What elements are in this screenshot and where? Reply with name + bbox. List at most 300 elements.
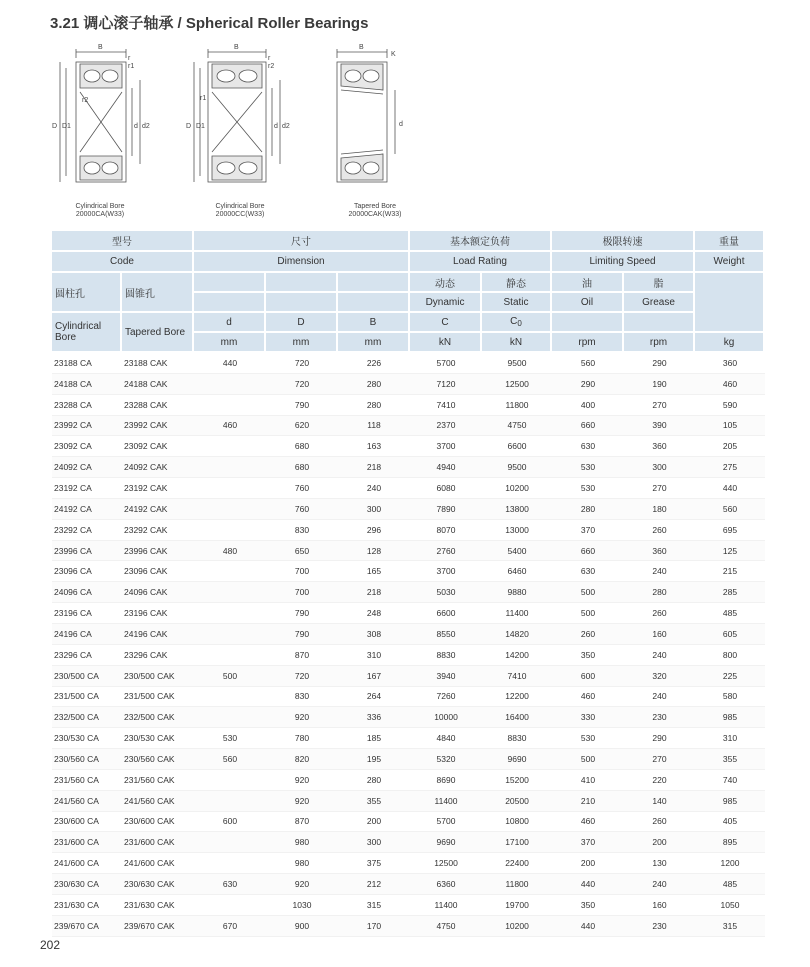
cell-C0: 13800 — [482, 499, 552, 520]
cell-C: 6080 — [410, 478, 482, 499]
cell-oil: 330 — [552, 707, 624, 728]
header-weight-en: Weight — [695, 252, 765, 273]
diagram-1-label-r1: r1 — [128, 63, 135, 70]
table-row — [52, 707, 765, 728]
cell-C0: 9690 — [482, 749, 552, 770]
cell-B: 218 — [338, 457, 410, 478]
cell-weight: 605 — [695, 624, 765, 645]
header-unit-oil: rpm — [552, 333, 624, 353]
cell-tapered-code: 24092 CAK — [122, 457, 194, 478]
diagram-3-caption — [315, 203, 435, 219]
cell-C: 5700 — [410, 353, 482, 374]
cell-D: 790 — [266, 603, 338, 624]
cell-grease: 360 — [624, 541, 695, 562]
cell-B: 200 — [338, 812, 410, 833]
cell-tapered-code: 231/500 CAK — [122, 687, 194, 708]
cell-d — [194, 770, 266, 791]
cell-oil: 350 — [552, 895, 624, 916]
cell-d: 630 — [194, 874, 266, 895]
diagram-cylindrical-cc — [180, 40, 300, 230]
cell-C: 7260 — [410, 687, 482, 708]
bearing-section-drawing-1 — [40, 40, 160, 205]
cell-C: 7120 — [410, 374, 482, 395]
cell-C0: 14200 — [482, 645, 552, 666]
cell-d — [194, 520, 266, 541]
header-load-cn: 基本额定负荷 — [410, 231, 552, 252]
cell-C: 2370 — [410, 416, 482, 437]
cell-cylindrical-code: 24192 CA — [52, 499, 122, 520]
header-grease-cn: 脂 — [624, 273, 695, 293]
cell-tapered-code: 231/630 CAK — [122, 895, 194, 916]
cell-d — [194, 436, 266, 457]
cell-C0: 9500 — [482, 353, 552, 374]
cell-C: 7410 — [410, 395, 482, 416]
cell-C: 3940 — [410, 666, 482, 687]
header-blank-d — [194, 273, 266, 293]
cell-oil: 440 — [552, 916, 624, 937]
cell-cylindrical-code: 230/530 CA — [52, 728, 122, 749]
cell-D: 870 — [266, 812, 338, 833]
cell-cylindrical-code: 23096 CA — [52, 561, 122, 582]
cell-D: 980 — [266, 853, 338, 874]
diagram-3-label-K: K — [391, 51, 396, 58]
cell-tapered-code: 230/500 CAK — [122, 666, 194, 687]
cell-B: 355 — [338, 791, 410, 812]
diagram-2-label-r2: r2 — [268, 63, 275, 70]
diagram-1-caption-line1: Cylindrical Bore — [75, 203, 125, 210]
cell-oil: 400 — [552, 395, 624, 416]
cell-C0: 12500 — [482, 374, 552, 395]
cell-C: 8690 — [410, 770, 482, 791]
diagram-2-label-B: B — [234, 44, 239, 51]
table-row — [52, 478, 765, 499]
cell-D: 790 — [266, 395, 338, 416]
cell-weight: 485 — [695, 874, 765, 895]
cell-weight: 105 — [695, 416, 765, 437]
header-oil-en: Oil — [552, 293, 624, 313]
diagram-1-label-D1: D1 — [62, 123, 71, 130]
table-body — [52, 353, 765, 937]
cell-cylindrical-code: 23296 CA — [52, 645, 122, 666]
cell-oil: 370 — [552, 832, 624, 853]
cell-cylindrical-code: 231/560 CA — [52, 770, 122, 791]
cell-C: 12500 — [410, 853, 482, 874]
cell-oil: 460 — [552, 812, 624, 833]
cell-B: 300 — [338, 832, 410, 853]
table-row — [52, 561, 765, 582]
cell-grease: 320 — [624, 666, 695, 687]
cell-cylindrical-code: 232/500 CA — [52, 707, 122, 728]
diagram-3-label-B: B — [359, 44, 364, 51]
cell-tapered-code: 231/560 CAK — [122, 770, 194, 791]
cell-tapered-code: 241/600 CAK — [122, 853, 194, 874]
cell-B: 264 — [338, 687, 410, 708]
cell-C: 11400 — [410, 895, 482, 916]
header-oil-cn: 油 — [552, 273, 624, 293]
cell-C: 7890 — [410, 499, 482, 520]
cell-oil: 280 — [552, 499, 624, 520]
table-row — [52, 416, 765, 437]
cell-weight: 580 — [695, 687, 765, 708]
cell-d — [194, 791, 266, 812]
cell-grease: 270 — [624, 749, 695, 770]
cell-C: 8830 — [410, 645, 482, 666]
cell-oil: 350 — [552, 645, 624, 666]
cell-grease: 300 — [624, 457, 695, 478]
cell-C: 3700 — [410, 561, 482, 582]
diagram-2-label-r1: r1 — [200, 95, 207, 102]
cell-C: 4940 — [410, 457, 482, 478]
cell-D: 700 — [266, 582, 338, 603]
diagram-2-caption-line1: Cylindrical Bore — [215, 203, 265, 210]
cell-C: 9690 — [410, 832, 482, 853]
cell-oil: 630 — [552, 436, 624, 457]
cell-grease: 130 — [624, 853, 695, 874]
cell-d — [194, 561, 266, 582]
cell-grease: 260 — [624, 603, 695, 624]
header-load-en: Load Rating — [410, 252, 552, 273]
cell-cylindrical-code: 231/500 CA — [52, 687, 122, 708]
diagram-1-label-r: r — [128, 55, 131, 62]
header-weight-cn: 重量 — [695, 231, 765, 252]
cell-cylindrical-code: 230/600 CA — [52, 812, 122, 833]
cell-tapered-code: 23292 CAK — [122, 520, 194, 541]
cell-oil: 500 — [552, 582, 624, 603]
cell-tapered-code: 23188 CAK — [122, 353, 194, 374]
cell-D: 920 — [266, 791, 338, 812]
cell-tapered-code: 23992 CAK — [122, 416, 194, 437]
bearing-section-drawing-3 — [315, 40, 435, 205]
header-code-cn: 型号 — [52, 231, 194, 252]
cell-D: 920 — [266, 874, 338, 895]
cell-B: 185 — [338, 728, 410, 749]
cell-C: 6360 — [410, 874, 482, 895]
header-static-cn: 静态 — [482, 273, 552, 293]
cell-d: 480 — [194, 541, 266, 562]
cell-weight: 355 — [695, 749, 765, 770]
table-row — [52, 353, 765, 374]
cell-D: 650 — [266, 541, 338, 562]
cell-grease: 240 — [624, 645, 695, 666]
diagram-2-caption — [180, 203, 300, 219]
table-row — [52, 499, 765, 520]
cell-C0: 10800 — [482, 812, 552, 833]
cell-weight: 800 — [695, 645, 765, 666]
cell-B: 118 — [338, 416, 410, 437]
diagram-3-caption-line1: Tapered Bore — [353, 203, 397, 210]
cell-d — [194, 499, 266, 520]
cell-B: 248 — [338, 603, 410, 624]
cell-d — [194, 457, 266, 478]
cell-tapered-code: 23288 CAK — [122, 395, 194, 416]
header-blank-D2 — [266, 293, 338, 313]
cell-C: 2760 — [410, 541, 482, 562]
cell-cylindrical-code: 23092 CA — [52, 436, 122, 457]
header-blank-d2 — [194, 293, 266, 313]
cell-weight: 215 — [695, 561, 765, 582]
cell-C0: 10200 — [482, 478, 552, 499]
cell-tapered-code: 23196 CAK — [122, 603, 194, 624]
cell-grease: 390 — [624, 416, 695, 437]
cell-D: 680 — [266, 457, 338, 478]
table-row — [52, 832, 765, 853]
cell-D: 920 — [266, 770, 338, 791]
cell-grease: 160 — [624, 895, 695, 916]
table-header — [52, 231, 765, 353]
diagram-tapered-cak — [315, 40, 435, 230]
cell-weight: 440 — [695, 478, 765, 499]
header-symbol-C: C — [410, 313, 482, 333]
cell-C0: 9880 — [482, 582, 552, 603]
table-row — [52, 770, 765, 791]
cell-C0: 15200 — [482, 770, 552, 791]
cell-cylindrical-code: 23196 CA — [52, 603, 122, 624]
cell-cylindrical-code: 23992 CA — [52, 416, 122, 437]
header-unit-weight: kg — [695, 333, 765, 353]
cell-oil: 410 — [552, 770, 624, 791]
cell-D: 720 — [266, 666, 338, 687]
cell-D: 620 — [266, 416, 338, 437]
cell-C0: 6460 — [482, 561, 552, 582]
cell-oil: 630 — [552, 561, 624, 582]
cell-oil: 500 — [552, 749, 624, 770]
cell-d: 530 — [194, 728, 266, 749]
cell-cylindrical-code: 23996 CA — [52, 541, 122, 562]
cell-B: 226 — [338, 353, 410, 374]
cell-weight: 740 — [695, 770, 765, 791]
cell-cylindrical-code: 239/670 CA — [52, 916, 122, 937]
cell-cylindrical-code: 241/560 CA — [52, 791, 122, 812]
cell-grease: 240 — [624, 561, 695, 582]
cell-D: 830 — [266, 687, 338, 708]
header-symbol-C0 — [482, 313, 552, 333]
cell-grease: 180 — [624, 499, 695, 520]
cell-C: 3700 — [410, 436, 482, 457]
cell-C0: 11400 — [482, 603, 552, 624]
cell-grease: 270 — [624, 395, 695, 416]
cell-weight: 1050 — [695, 895, 765, 916]
cell-tapered-code: 24192 CAK — [122, 499, 194, 520]
cell-weight: 590 — [695, 395, 765, 416]
header-dynamic-en: Dynamic — [410, 293, 482, 313]
cell-B: 308 — [338, 624, 410, 645]
cell-tapered-code: 24196 CAK — [122, 624, 194, 645]
table-row — [52, 874, 765, 895]
cell-B: 167 — [338, 666, 410, 687]
table-row — [52, 374, 765, 395]
cell-C: 8070 — [410, 520, 482, 541]
page-number: 202 — [40, 938, 61, 952]
table-row — [52, 645, 765, 666]
cell-B: 280 — [338, 395, 410, 416]
cell-B: 163 — [338, 436, 410, 457]
cell-d — [194, 374, 266, 395]
header-dimension-cn: 尺寸 — [194, 231, 410, 252]
cell-d — [194, 832, 266, 853]
cell-oil: 560 — [552, 353, 624, 374]
header-unit-B: mm — [338, 333, 410, 353]
header-static-en: Static — [482, 293, 552, 313]
cell-C0: 13000 — [482, 520, 552, 541]
cell-grease: 290 — [624, 728, 695, 749]
header-dynamic-cn: 动态 — [410, 273, 482, 293]
cell-d: 600 — [194, 812, 266, 833]
diagram-1-caption-line2: 20000CA(W33) — [75, 211, 125, 218]
cell-grease: 260 — [624, 520, 695, 541]
cell-grease: 280 — [624, 582, 695, 603]
cell-oil: 530 — [552, 457, 624, 478]
cell-cylindrical-code: 230/630 CA — [52, 874, 122, 895]
cell-tapered-code: 230/630 CAK — [122, 874, 194, 895]
cell-B: 240 — [338, 478, 410, 499]
cell-C0: 12200 — [482, 687, 552, 708]
cell-grease: 200 — [624, 832, 695, 853]
cell-d: 560 — [194, 749, 266, 770]
cell-B: 310 — [338, 645, 410, 666]
cell-oil: 600 — [552, 666, 624, 687]
header-symbol-C0-base: C — [510, 316, 518, 327]
cell-C0: 4750 — [482, 416, 552, 437]
cell-grease: 290 — [624, 353, 695, 374]
cell-D: 680 — [266, 436, 338, 457]
cell-cylindrical-code: 24188 CA — [52, 374, 122, 395]
cell-B: 165 — [338, 561, 410, 582]
cell-d: 460 — [194, 416, 266, 437]
diagram-1-label-B: B — [98, 44, 103, 51]
cell-B: 128 — [338, 541, 410, 562]
diagram-1-label-D: D — [52, 123, 58, 130]
cell-D: 700 — [266, 561, 338, 582]
header-cylindrical-en: Cylindrical Bore — [52, 313, 122, 353]
cell-D: 720 — [266, 374, 338, 395]
bearing-spec-table — [52, 231, 765, 937]
cell-tapered-code: 239/670 CAK — [122, 916, 194, 937]
header-code-en: Code — [52, 252, 194, 273]
bearing-section-drawing-2 — [180, 40, 300, 205]
cell-weight: 985 — [695, 707, 765, 728]
cell-weight: 405 — [695, 812, 765, 833]
cell-tapered-code: 23996 CAK — [122, 541, 194, 562]
cell-C0: 8830 — [482, 728, 552, 749]
diagram-1-label-d: d — [134, 123, 138, 130]
cell-d — [194, 624, 266, 645]
cell-D: 760 — [266, 478, 338, 499]
cell-weight: 310 — [695, 728, 765, 749]
cell-grease: 270 — [624, 478, 695, 499]
table-row — [52, 436, 765, 457]
cell-cylindrical-code: 23288 CA — [52, 395, 122, 416]
cell-d — [194, 645, 266, 666]
table-row — [52, 457, 765, 478]
cell-C0: 11800 — [482, 395, 552, 416]
cell-oil: 210 — [552, 791, 624, 812]
cell-oil: 370 — [552, 520, 624, 541]
cell-weight: 695 — [695, 520, 765, 541]
cell-C0: 17100 — [482, 832, 552, 853]
cell-C0: 7410 — [482, 666, 552, 687]
diagram-cylindrical-ca — [40, 40, 160, 230]
cell-tapered-code: 23296 CAK — [122, 645, 194, 666]
header-blank-B — [338, 273, 410, 293]
cell-d: 440 — [194, 353, 266, 374]
cell-cylindrical-code: 23188 CA — [52, 353, 122, 374]
cell-B: 315 — [338, 895, 410, 916]
header-blank-oil — [552, 313, 624, 333]
cell-grease: 220 — [624, 770, 695, 791]
cell-grease: 190 — [624, 374, 695, 395]
cell-weight: 460 — [695, 374, 765, 395]
cell-cylindrical-code: 24196 CA — [52, 624, 122, 645]
cell-d: 500 — [194, 666, 266, 687]
table-row — [52, 520, 765, 541]
diagram-2-label-D: D — [186, 123, 192, 130]
cell-oil: 440 — [552, 874, 624, 895]
cell-B: 280 — [338, 770, 410, 791]
cell-weight: 285 — [695, 582, 765, 603]
cell-cylindrical-code: 231/630 CA — [52, 895, 122, 916]
header-speed-en: Limiting Speed — [552, 252, 695, 273]
diagram-1-caption — [40, 203, 160, 219]
cell-weight: 225 — [695, 666, 765, 687]
table-row — [52, 624, 765, 645]
table-row — [52, 749, 765, 770]
table-row — [52, 666, 765, 687]
cell-tapered-code: 23192 CAK — [122, 478, 194, 499]
cell-B: 300 — [338, 499, 410, 520]
cell-tapered-code: 232/500 CAK — [122, 707, 194, 728]
cell-C0: 6600 — [482, 436, 552, 457]
cell-B: 296 — [338, 520, 410, 541]
cell-grease: 230 — [624, 916, 695, 937]
cell-oil: 530 — [552, 728, 624, 749]
cell-C: 8550 — [410, 624, 482, 645]
cell-B: 218 — [338, 582, 410, 603]
cell-weight: 315 — [695, 916, 765, 937]
diagram-3-label-d: d — [399, 121, 403, 128]
cell-weight: 125 — [695, 541, 765, 562]
cell-weight: 895 — [695, 832, 765, 853]
cell-C0: 16400 — [482, 707, 552, 728]
cell-weight: 275 — [695, 457, 765, 478]
cell-cylindrical-code: 241/600 CA — [52, 853, 122, 874]
header-unit-d: mm — [194, 333, 266, 353]
cell-weight: 485 — [695, 603, 765, 624]
header-blank-weight — [695, 273, 765, 333]
cell-d — [194, 582, 266, 603]
header-symbol-B: B — [338, 313, 410, 333]
cell-C0: 9500 — [482, 457, 552, 478]
diagram-2-label-r: r — [268, 55, 271, 62]
diagram-1-label-d2: d2 — [142, 123, 150, 130]
cell-cylindrical-code: 24092 CA — [52, 457, 122, 478]
cell-grease: 260 — [624, 812, 695, 833]
table-row — [52, 603, 765, 624]
cell-d — [194, 478, 266, 499]
cell-B: 336 — [338, 707, 410, 728]
table-row — [52, 812, 765, 833]
table-row — [52, 728, 765, 749]
cell-C0: 14820 — [482, 624, 552, 645]
cell-d — [194, 895, 266, 916]
diagram-2-label-d2: d2 — [282, 123, 290, 130]
cell-B: 195 — [338, 749, 410, 770]
header-grease-en: Grease — [624, 293, 695, 313]
page-title: 3.21 调心滚子轴承 / Spherical Roller Bearings — [50, 15, 369, 32]
cell-C: 4750 — [410, 916, 482, 937]
cell-oil: 200 — [552, 853, 624, 874]
cell-B: 375 — [338, 853, 410, 874]
cell-C: 5030 — [410, 582, 482, 603]
